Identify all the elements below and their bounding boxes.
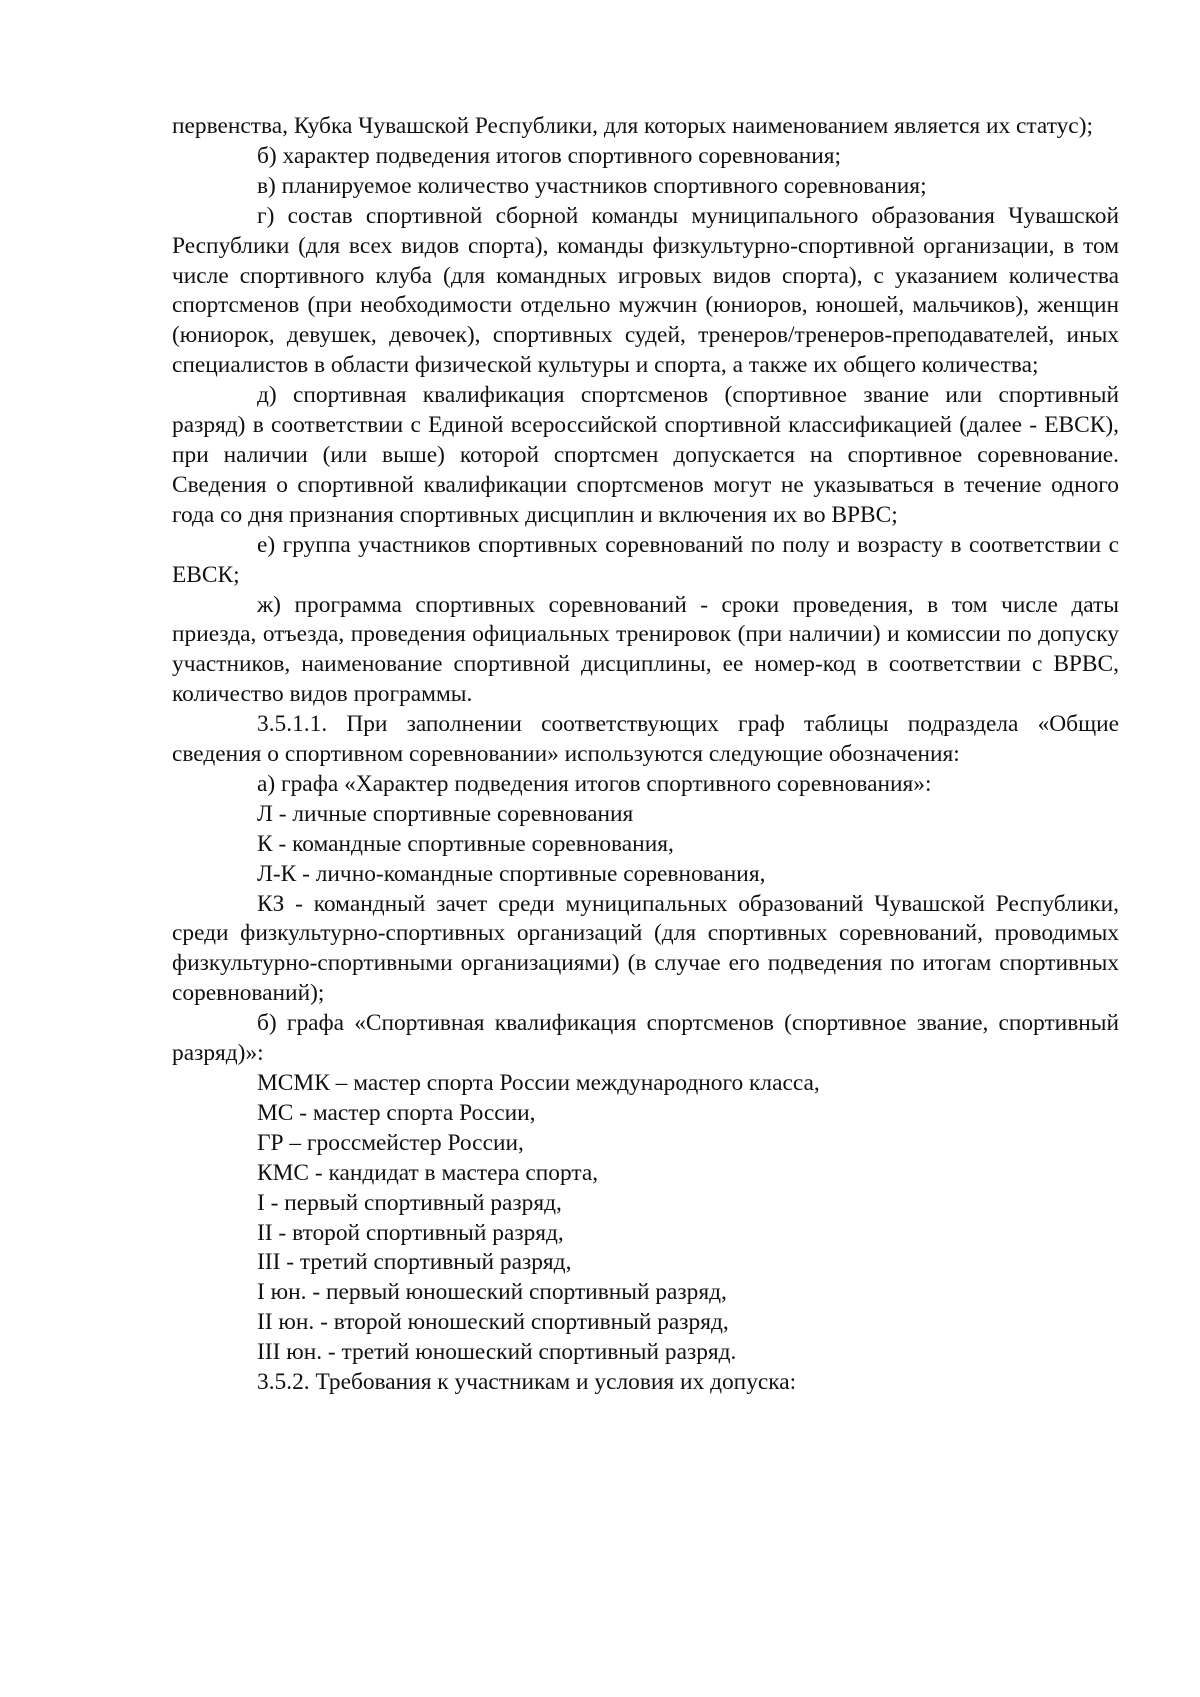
list-item-rank-3: III - третий спортивный разряд,: [257, 1249, 572, 1276]
list-item-rank-1: I - первый спортивный разряд,: [257, 1189, 562, 1216]
paragraph-v-participants: в) планируемое количество участников спортивного соревнования;: [257, 172, 927, 199]
list-item-l: Л - личные спортивные соревнования: [257, 800, 634, 827]
list-item-youth-rank-3: III юн. - третий юношеский спортивный разряд.: [257, 1339, 737, 1366]
list-item-ms: МС - мастер спорта России,: [257, 1099, 536, 1126]
paragraph-g-team: г) состав спортивной сборной команды муниципального образования Чувашской Республики (для всех видов спорта), команды физкультурно-спортивной организации, в том числе спортивного клуба (для командных игровых видов спорта), с указанием количества спортсменов (при необходимости отдельно мужчин (юниоров, юношей, мальчиков), женщин (юниорок, девушек, девочек), спортивных судей, тренеров/тренеров-преподавателей, иных специалистов в области физической культуры и спорта, а также их общего количества;: [172, 202, 1119, 379]
document-body: [172, 112, 1119, 1398]
paragraph-zh-program: ж) программа спортивных соревнований - сроки проведения, в том числе даты приезда, отъезда, проведения официальных тренировок (при наличии) и комиссии по допуску участников, наименование спортивной дисциплины, ее номер-код в соответствии с ВРВС, количество видов программы.: [172, 591, 1119, 708]
list-item-gr: ГР – гроссмейстер России,: [257, 1129, 524, 1156]
paragraph-d-qualification: д) спортивная квалификация спортсменов (спортивное звание или спортивный разряд) в соответствии с Единой всероссийской спортивной классификацией (далее - ЕВСК), при наличии (или выше) которой спортсмен допускается на спортивное соревнование. Сведения о спортивной квалификации спортсменов могут не указываться в течение одного года со дня признания спортивных дисциплин и включения их во ВРВС;: [172, 382, 1119, 528]
paragraph-e-group: е) группа участников спортивных соревнований по полу и возрасту в соответствии с ЕВСК;: [172, 531, 1119, 588]
list-item-youth-rank-2: II юн. - второй юношеский спортивный разряд,: [257, 1309, 729, 1336]
list-item-msmk: МСМК – мастер спорта России международного класса,: [257, 1070, 820, 1096]
paragraph-b-column: б) графа «Спортивная квалификация спортсменов (спортивное звание, спортивный разряд)»:: [172, 1010, 1119, 1067]
list-item-youth-rank-1: I юн. - первый юношеский спортивный разряд,: [257, 1279, 727, 1306]
paragraph-a-column: а) графа «Характер подведения итогов спортивного соревнования»:: [257, 770, 932, 797]
list-item-l-k: Л-К - лично-командные спортивные соревнования,: [257, 860, 766, 887]
paragraph-3-5-1-1: 3.5.1.1. При заполнении соответствующих граф таблицы подраздела «Общие сведения о спортивном соревновании» используются следующие обозначения:: [172, 711, 1119, 768]
paragraph-3-5-2: 3.5.2. Требования к участникам и условия их допуска:: [257, 1369, 797, 1396]
list-item-k: К - командные спортивные соревнования,: [257, 830, 674, 857]
paragraph-status: первенства, Кубка Чувашской Республики, для которых наименованием является их статус);: [172, 113, 1093, 139]
list-item-rank-2: II - второй спортивный разряд,: [257, 1219, 564, 1246]
paragraph-b-results: б) характер подведения итогов спортивного соревнования;: [257, 142, 842, 169]
list-item-kms: КМС - кандидат в мастера спорта,: [257, 1159, 599, 1186]
list-item-kz: КЗ - командный зачет среди муниципальных образований Чувашской Республики, среди физкультурно-спортивных организаций (для спортивных соревнований, проводимых физкультурно-спортивными организациями) (в случае его подведения по итогам спортивных соревнований);: [172, 890, 1119, 1007]
